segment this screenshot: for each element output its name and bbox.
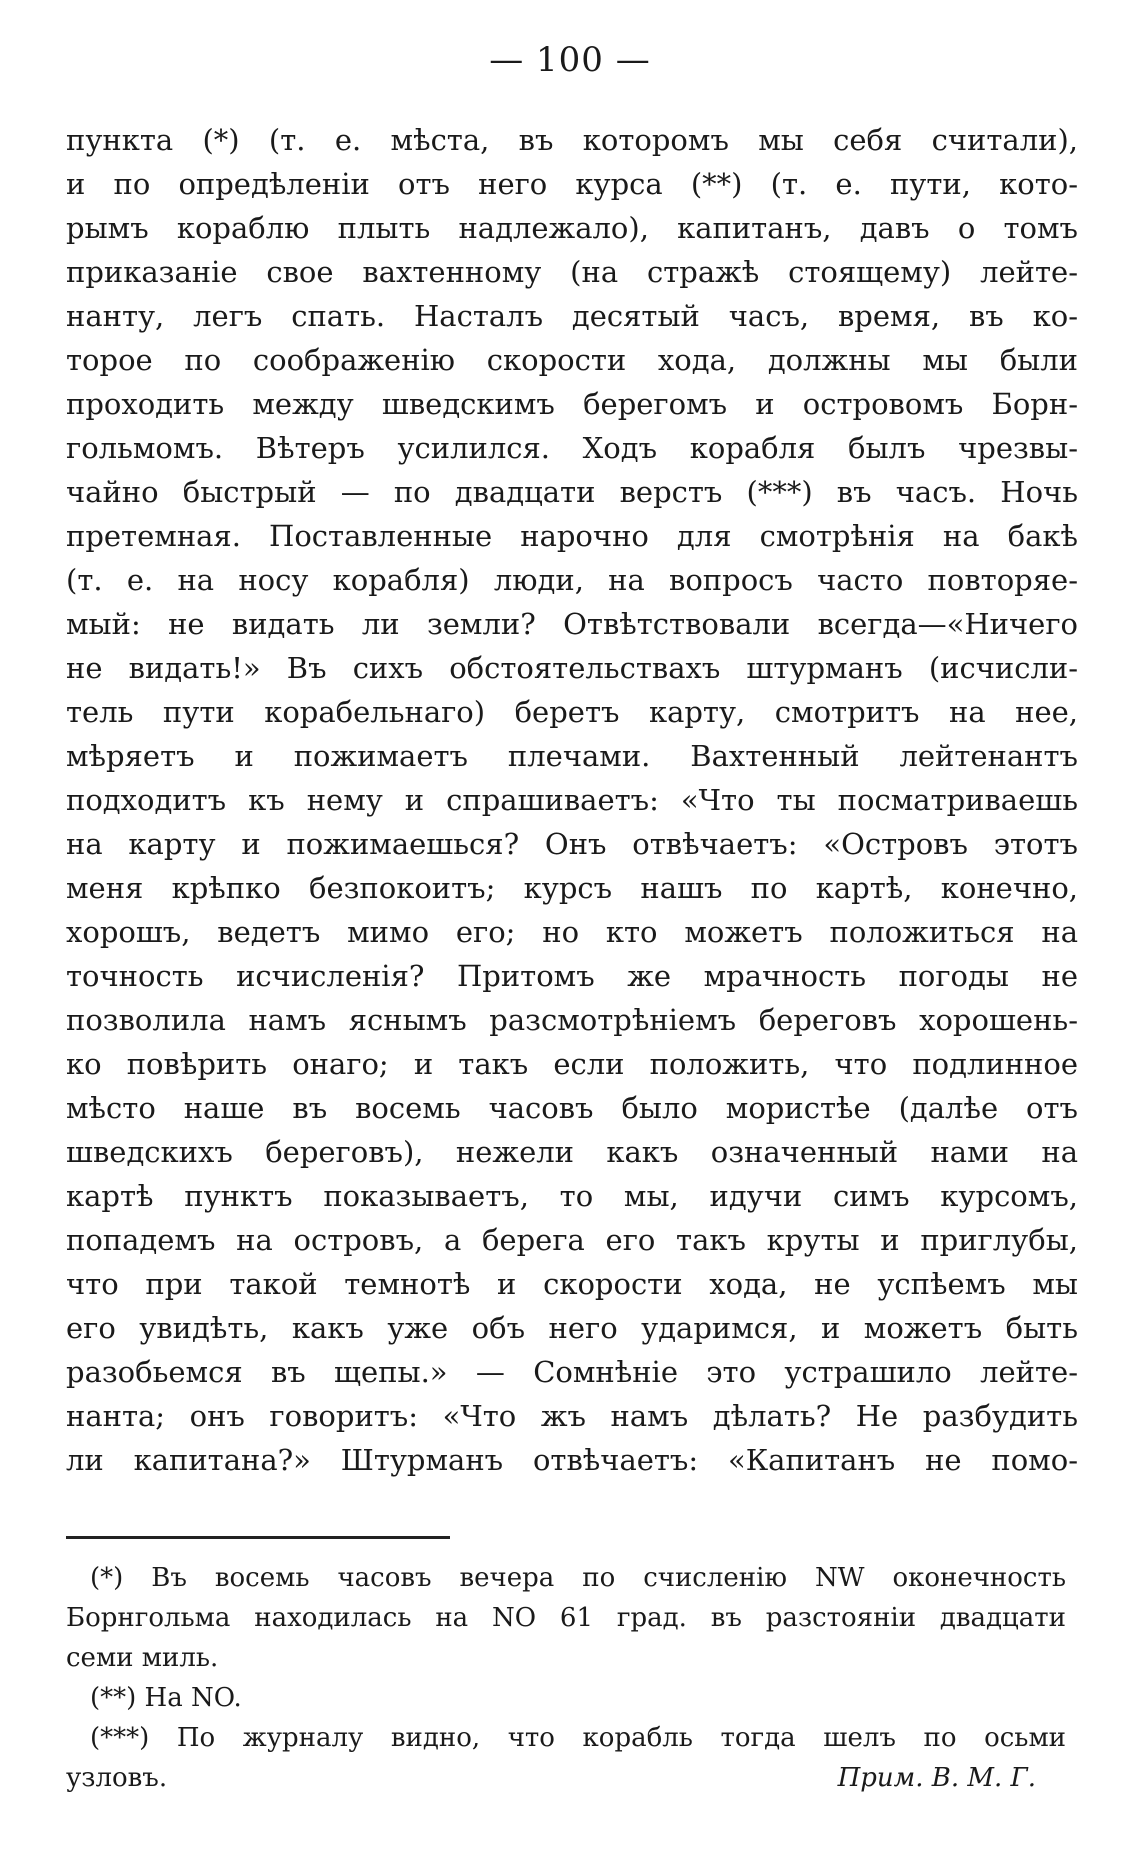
text-line: тель пути корабельнаго) беретъ карту, смотритъ на нее, bbox=[66, 695, 1078, 729]
footnote-3-last-row bbox=[66, 1758, 1066, 1798]
text-line: мѣсто наше въ восемь часовъ было мористѣе (далѣе отъ bbox=[66, 1091, 1078, 1125]
text-line: ли капитана?» Штурманъ отвѣчаетъ: «Капитанъ не помо- bbox=[66, 1443, 1078, 1477]
text-line: торое по соображенію скорости хода, должны мы были bbox=[66, 343, 1078, 377]
text-line: подходитъ къ нему и спрашиваетъ: «Что ты посматриваешь bbox=[66, 783, 1078, 817]
page-number: — 100 — bbox=[489, 40, 651, 80]
text-line: разобьемся въ щепы.» — Сомнѣніе это устрашило лейте- bbox=[66, 1355, 1078, 1389]
footnote-1-line: Борнгольма находилась на NO 61 град. въ разстояніи двадцати bbox=[66, 1603, 1066, 1633]
text-line: хорошъ, ведетъ мимо его; но кто можетъ положиться на bbox=[66, 915, 1078, 949]
footnote-1-line: (*) Въ восемь часовъ вечера по счисленію NW оконечность bbox=[90, 1563, 1066, 1593]
text-line: приказаніе свое вахтенному (на стражѣ стоящему) лейте- bbox=[66, 255, 1078, 289]
text-line: меня крѣпко безпокоитъ; курсъ нашъ по картѣ, конечно, bbox=[66, 871, 1078, 905]
text-line: и по опредѣленіи отъ него курса (**) (т. е. пути, кото- bbox=[66, 167, 1078, 201]
text-line: чайно быстрый — по двадцати верстъ (***) въ часъ. Ночь bbox=[66, 475, 1078, 509]
text-line: попадемъ на островъ, а берега его такъ круты и приглубы, bbox=[66, 1223, 1078, 1257]
editor-signature: Прим. В. М. Г. bbox=[837, 1763, 1036, 1793]
text-line: претемная. Поставленные нарочно для смотрѣнія на бакѣ bbox=[66, 519, 1078, 553]
footnote-divider bbox=[66, 1536, 450, 1539]
text-line: мѣряетъ и пожимаетъ плечами. Вахтенный лейтенантъ bbox=[66, 739, 1078, 773]
text-line: не видать!» Въ сихъ обстоятельствахъ штурманъ (исчисли- bbox=[66, 651, 1078, 685]
text-line: (т. е. на носу корабля) люди, на вопросъ часто повторяе- bbox=[66, 563, 1078, 597]
main-text-body bbox=[66, 118, 1078, 1482]
text-line: на карту и пожимаешься? Онъ отвѣчаетъ: «Островъ этотъ bbox=[66, 827, 1078, 861]
footnotes bbox=[66, 1558, 1066, 1798]
text-line: шведскихъ береговъ), нежели какъ означенный нами на bbox=[66, 1135, 1078, 1169]
footnote-3-line: узловъ. bbox=[66, 1763, 168, 1793]
text-line: проходить между шведскимъ берегомъ и островомъ Борн- bbox=[66, 387, 1078, 421]
text-line: картѣ пунктъ показываетъ, то мы, идучи симъ курсомъ, bbox=[66, 1179, 1078, 1213]
text-line: точность исчисленія? Притомъ же мрачность погоды не bbox=[66, 959, 1078, 993]
text-line: мый: не видать ли земли? Отвѣтствовали всегда—«Ничего bbox=[66, 607, 1078, 641]
text-line: что при такой темнотѣ и скорости хода, не успѣемъ мы bbox=[66, 1267, 1078, 1301]
text-line: нанту, легъ спать. Насталъ десятый часъ, время, въ ко- bbox=[66, 299, 1078, 333]
text-line: нанта; онъ говоритъ: «Что жъ намъ дѣлать? Не разбудить bbox=[66, 1399, 1078, 1433]
text-line: рымъ кораблю плыть надлежало), капитанъ, давъ о томъ bbox=[66, 211, 1078, 245]
text-line: пункта (*) (т. е. мѣста, въ которомъ мы себя считали), bbox=[66, 123, 1078, 157]
text-line: его увидѣть, какъ уже объ него ударимся, и можетъ быть bbox=[66, 1311, 1078, 1345]
text-line: позволила намъ яснымъ разсмотрѣніемъ береговъ хорошень- bbox=[66, 1003, 1078, 1037]
footnote-3-line: (***) По журналу видно, что корабль тогда шелъ по осьми bbox=[90, 1723, 1066, 1753]
text-line: гольмомъ. Вѣтеръ усилился. Ходъ корабля былъ чрезвы- bbox=[66, 431, 1078, 465]
text-line: ко повѣрить онаго; и такъ если положить, что подлинное bbox=[66, 1047, 1078, 1081]
footnote-2: (**) На NO. bbox=[90, 1683, 242, 1713]
footnote-1-line: семи миль. bbox=[66, 1643, 219, 1673]
